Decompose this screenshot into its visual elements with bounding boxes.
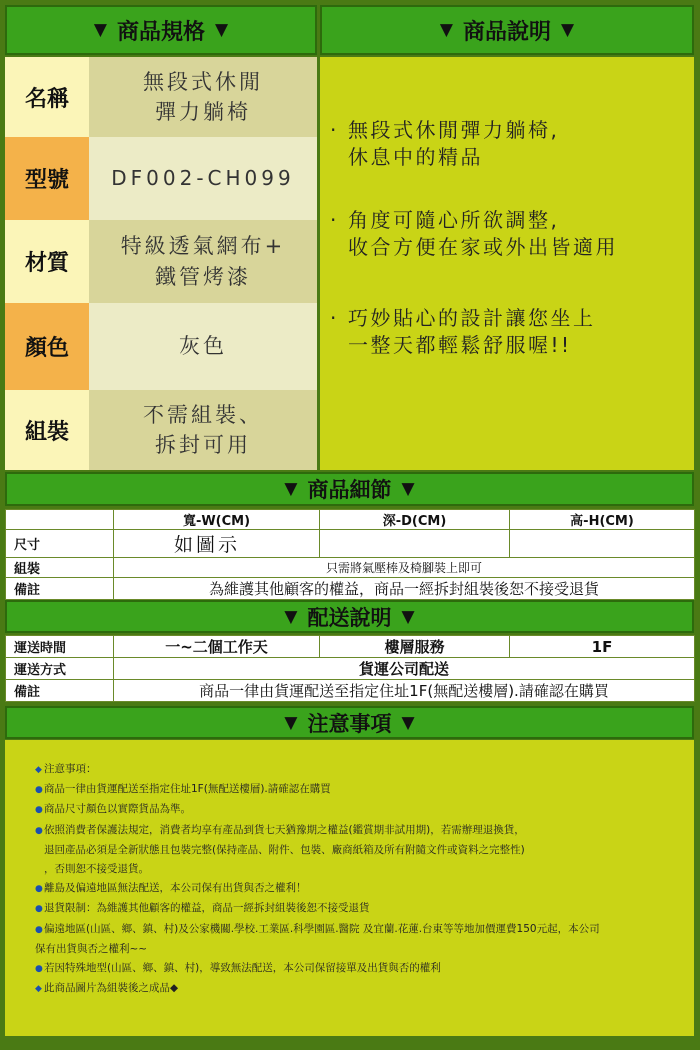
bullet-dot-icon: ● [35, 964, 43, 975]
triangle-down-icon: ▼ [284, 606, 298, 627]
table-row [6, 636, 695, 658]
diamond-icon: ◆ [35, 984, 42, 995]
bullet-dot-icon: ● [35, 884, 43, 895]
notice-line: ●依照消費者保護法規定，消費者均享有產品到貨七天猶豫期之權益(鑑賞期非試用期)，若需辦理退換貨， [35, 821, 694, 841]
bullet-dot: · [330, 208, 339, 232]
column-header: 高-H(CM) [510, 510, 695, 530]
spec-row-model [5, 137, 317, 220]
row-label: 組裝 [6, 558, 114, 578]
notice-line: ◆ 注意事項： [35, 760, 694, 780]
bullet-dot-icon: ● [35, 924, 43, 935]
bullet-dot-icon: ● [35, 805, 43, 816]
triangle-down-icon: ▼ [439, 20, 453, 40]
column-header: 深-D(CM) [320, 510, 510, 530]
spec-value: 無段式休閒 彈力躺椅 [89, 57, 317, 137]
diamond-icon: ◆ [35, 765, 42, 775]
description-header [320, 5, 694, 55]
details-header [5, 472, 694, 506]
spec-value: 不需組裝、 拆封可用 [89, 390, 317, 470]
spec-value: DF002-CH099 [89, 137, 317, 220]
description-point: · 無段式休閒彈力躺椅, 休息中的精品 [330, 118, 560, 169]
delivery-header-title: 配送說明 [307, 605, 392, 630]
triangle-down-icon: ▼ [215, 20, 229, 40]
row-label: 備註 [6, 578, 114, 600]
notice-line: 保有出貨與否之權利~~ [35, 942, 148, 955]
spec-row-material [5, 220, 317, 303]
triangle-down-icon: ▼ [401, 606, 415, 627]
bullet-dot-icon: ● [35, 785, 43, 796]
spec-label: 名稱 [5, 57, 89, 137]
spec-label: 型號 [5, 137, 89, 220]
notice-line: ，否則恕不接受退貨。 [44, 863, 149, 876]
table-cell-empty [510, 530, 695, 558]
triangle-down-icon: ▼ [401, 479, 415, 499]
notice-line: ●商品一律由貨運配送至指定住址1F(無配送樓層).請確認在購買 [35, 780, 694, 800]
triangle-down-icon: ▼ [284, 712, 298, 733]
notice-line: 退回產品必須是全新狀態且包裝完整(保持產品、附件、包裝、廠商紙箱及所有附隨文件或資料之完整性) [44, 843, 525, 856]
table-cell-empty [6, 510, 114, 530]
spec-row-assembly [5, 390, 317, 470]
table-row [6, 510, 695, 530]
bullet-dot-icon: ● [35, 904, 43, 915]
notice-line: ●退貨限制：為維護其他顧客的權益，商品一經拆封組裝後恕不接受退貨 [35, 899, 694, 919]
spec-row-name [5, 57, 317, 137]
assembly-value: 只需將氣壓棒及椅腳裝上即可 [114, 558, 695, 578]
table-row [6, 578, 695, 600]
floor-label: 樓層服務 [320, 636, 510, 658]
size-value: 如圖示 [114, 530, 320, 558]
bullet-dot: · [330, 306, 339, 330]
table-row [6, 530, 695, 558]
spec-value: 灰色 [89, 303, 317, 390]
delivery-table [5, 635, 695, 702]
triangle-down-icon: ▼ [401, 712, 415, 733]
details-header-title: 商品細節 [307, 478, 392, 502]
triangle-down-icon: ▼ [93, 20, 107, 40]
delivery-remark-value: 商品一律由貨運配送至指定住址1F(無配送樓層).請確認在購買 [114, 680, 695, 702]
spec-value: 特級透氣網布+ 鐵管烤漆 [89, 220, 317, 303]
row-label: 備註 [6, 680, 114, 702]
notice-header [5, 706, 694, 739]
method-value: 貨運公司配送 [114, 658, 695, 680]
spec-label: 顏色 [5, 303, 89, 390]
table-row [6, 558, 695, 578]
notice-header-title: 注意事項 [307, 711, 392, 736]
notice-line: ●商品尺寸顏色以實際貨品為準。 [35, 800, 694, 820]
row-label: 運送時間 [6, 636, 114, 658]
triangle-down-icon: ▼ [561, 20, 575, 40]
spec-header-title: 商品規格 [116, 19, 205, 45]
notice-line: ●偏遠地區(山區、鄉、鎮、村)及公家機關.學校.工業區.科學園區.醫院 及宜蘭.花蓮.台東等等地加價運費150元起，本公司 [35, 920, 694, 940]
notice-line: ●離島及偏遠地區無法配送，本公司保有出貨與否之權利！ [35, 879, 694, 899]
column-header: 寬-W(CM) [114, 510, 320, 530]
bullet-dot: · [330, 118, 339, 142]
remark-value: 為維護其他顧客的權益，商品一經拆封組裝後恕不接受退貨 [114, 578, 695, 600]
spec-label: 組裝 [5, 390, 89, 470]
details-table [5, 509, 695, 600]
notice-line: ◆ 此商品圖片為組裝後之成品◆ [35, 979, 694, 999]
bullet-dot-icon: ● [35, 825, 43, 836]
description-point: · 巧妙貼心的設計讓您坐上 一整天都輕鬆舒服喔!! [330, 306, 596, 357]
row-label: 運送方式 [6, 658, 114, 680]
description-point: · 角度可隨心所欲調整, 收合方便在家或外出皆適用 [330, 208, 618, 259]
notice-panel [5, 740, 694, 1036]
spec-header [5, 5, 317, 55]
spec-row-color [5, 303, 317, 390]
row-label: 尺寸 [6, 530, 114, 558]
table-row [6, 658, 695, 680]
notice-line: ●若因特殊地型(山區、鄉、鎮、村)，導致無法配送，本公司保留接單及出貨與否的權利 [35, 959, 694, 979]
table-cell-empty [320, 530, 510, 558]
table-row [6, 680, 695, 702]
delivery-header [5, 600, 694, 633]
description-header-title: 商品說明 [462, 19, 551, 45]
description-panel [320, 57, 694, 470]
floor-value: 1F [510, 636, 695, 658]
triangle-down-icon: ▼ [284, 479, 298, 499]
spec-label: 材質 [5, 220, 89, 303]
time-value: 一~二個工作天 [114, 636, 320, 658]
